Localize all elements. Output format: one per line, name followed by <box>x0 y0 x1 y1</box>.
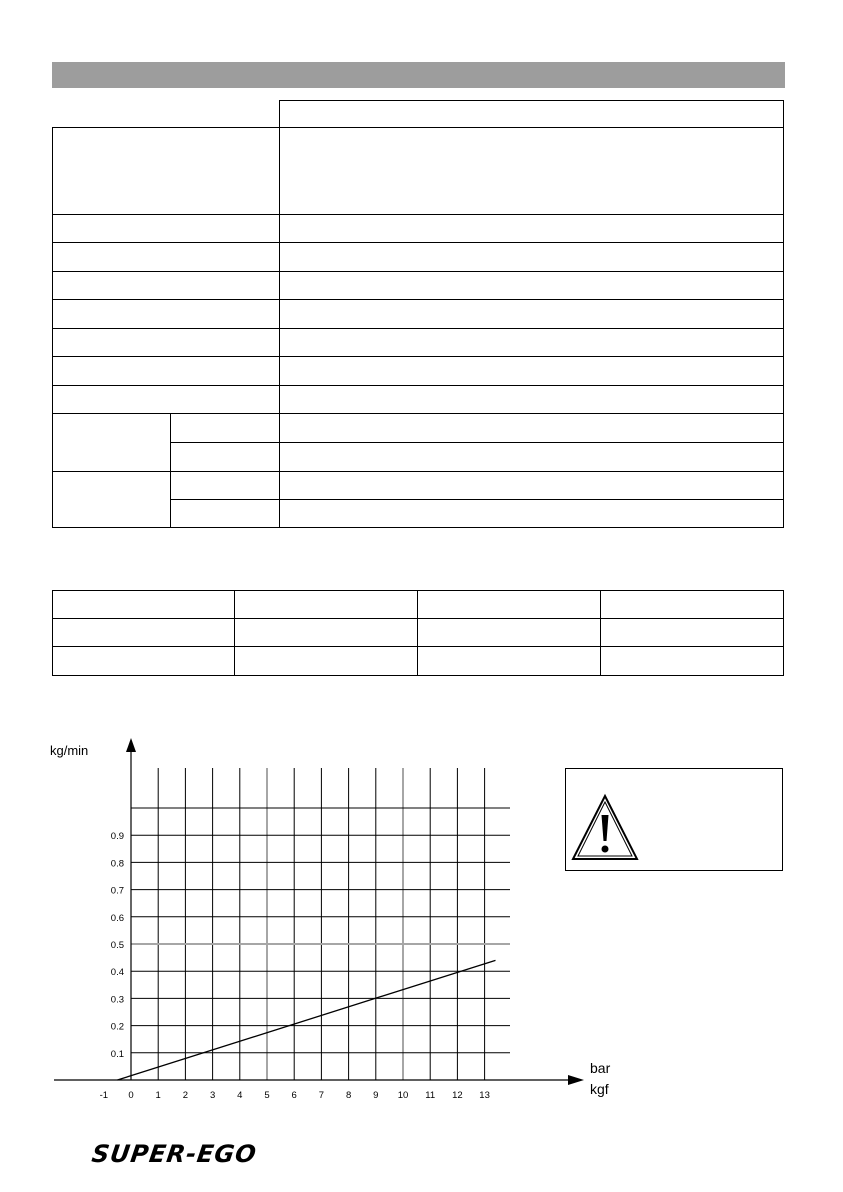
x-tick-label: 7 <box>318 1090 325 1101</box>
brand-logo: SUPER-EGO <box>90 1140 259 1168</box>
x-tick-label: 8 <box>345 1090 352 1101</box>
x-tick-label: 6 <box>291 1090 297 1101</box>
spec-table <box>53 101 784 528</box>
x-tick-label: 10 <box>397 1090 409 1101</box>
x-tick-label: 11 <box>425 1090 436 1101</box>
x-axis-label-bar: bar <box>590 1060 611 1076</box>
x-tick-label: 5 <box>264 1090 270 1101</box>
y-tick-label: 0.1 <box>110 1048 124 1060</box>
x-tick-label: 9 <box>373 1090 379 1101</box>
y-tick-label: 0.3 <box>110 994 124 1006</box>
y-axis-label: kg/min <box>50 743 89 758</box>
y-tick-label: 0.8 <box>110 858 124 870</box>
chart-series <box>117 960 495 1080</box>
y-tick-label: 0.6 <box>110 912 124 924</box>
y-tick-labels <box>111 831 124 1060</box>
x-tick-label: -1 <box>99 1090 109 1101</box>
chart-grid <box>131 768 510 1080</box>
y-tick-label: 0.2 <box>110 1021 124 1033</box>
x-tick-label: 1 <box>155 1090 161 1101</box>
y-tick-label: 0.7 <box>110 885 124 897</box>
warning-box <box>565 768 783 871</box>
y-axis-arrow <box>126 738 136 752</box>
y-tick-label: 0.5 <box>110 940 124 951</box>
x-tick-label: 13 <box>479 1090 490 1101</box>
x-axis-label-kgf: kgf <box>590 1081 609 1097</box>
x-axis-arrow <box>568 1075 584 1085</box>
y-tick-label: 0.4 <box>110 967 124 979</box>
x-tick-label: 4 <box>237 1090 243 1101</box>
x-tick-label: 2 <box>182 1090 189 1101</box>
warning-triangle-icon <box>570 793 640 861</box>
x-tick-label: 0 <box>128 1090 134 1101</box>
y-tick-label: 0.9 <box>110 831 124 843</box>
series-line <box>117 960 495 1080</box>
chart-axes <box>54 738 584 1085</box>
small-table <box>53 591 784 676</box>
x-tick-labels <box>100 1090 490 1101</box>
x-tick-label: 3 <box>209 1090 216 1101</box>
x-tick-label: 12 <box>452 1090 463 1101</box>
